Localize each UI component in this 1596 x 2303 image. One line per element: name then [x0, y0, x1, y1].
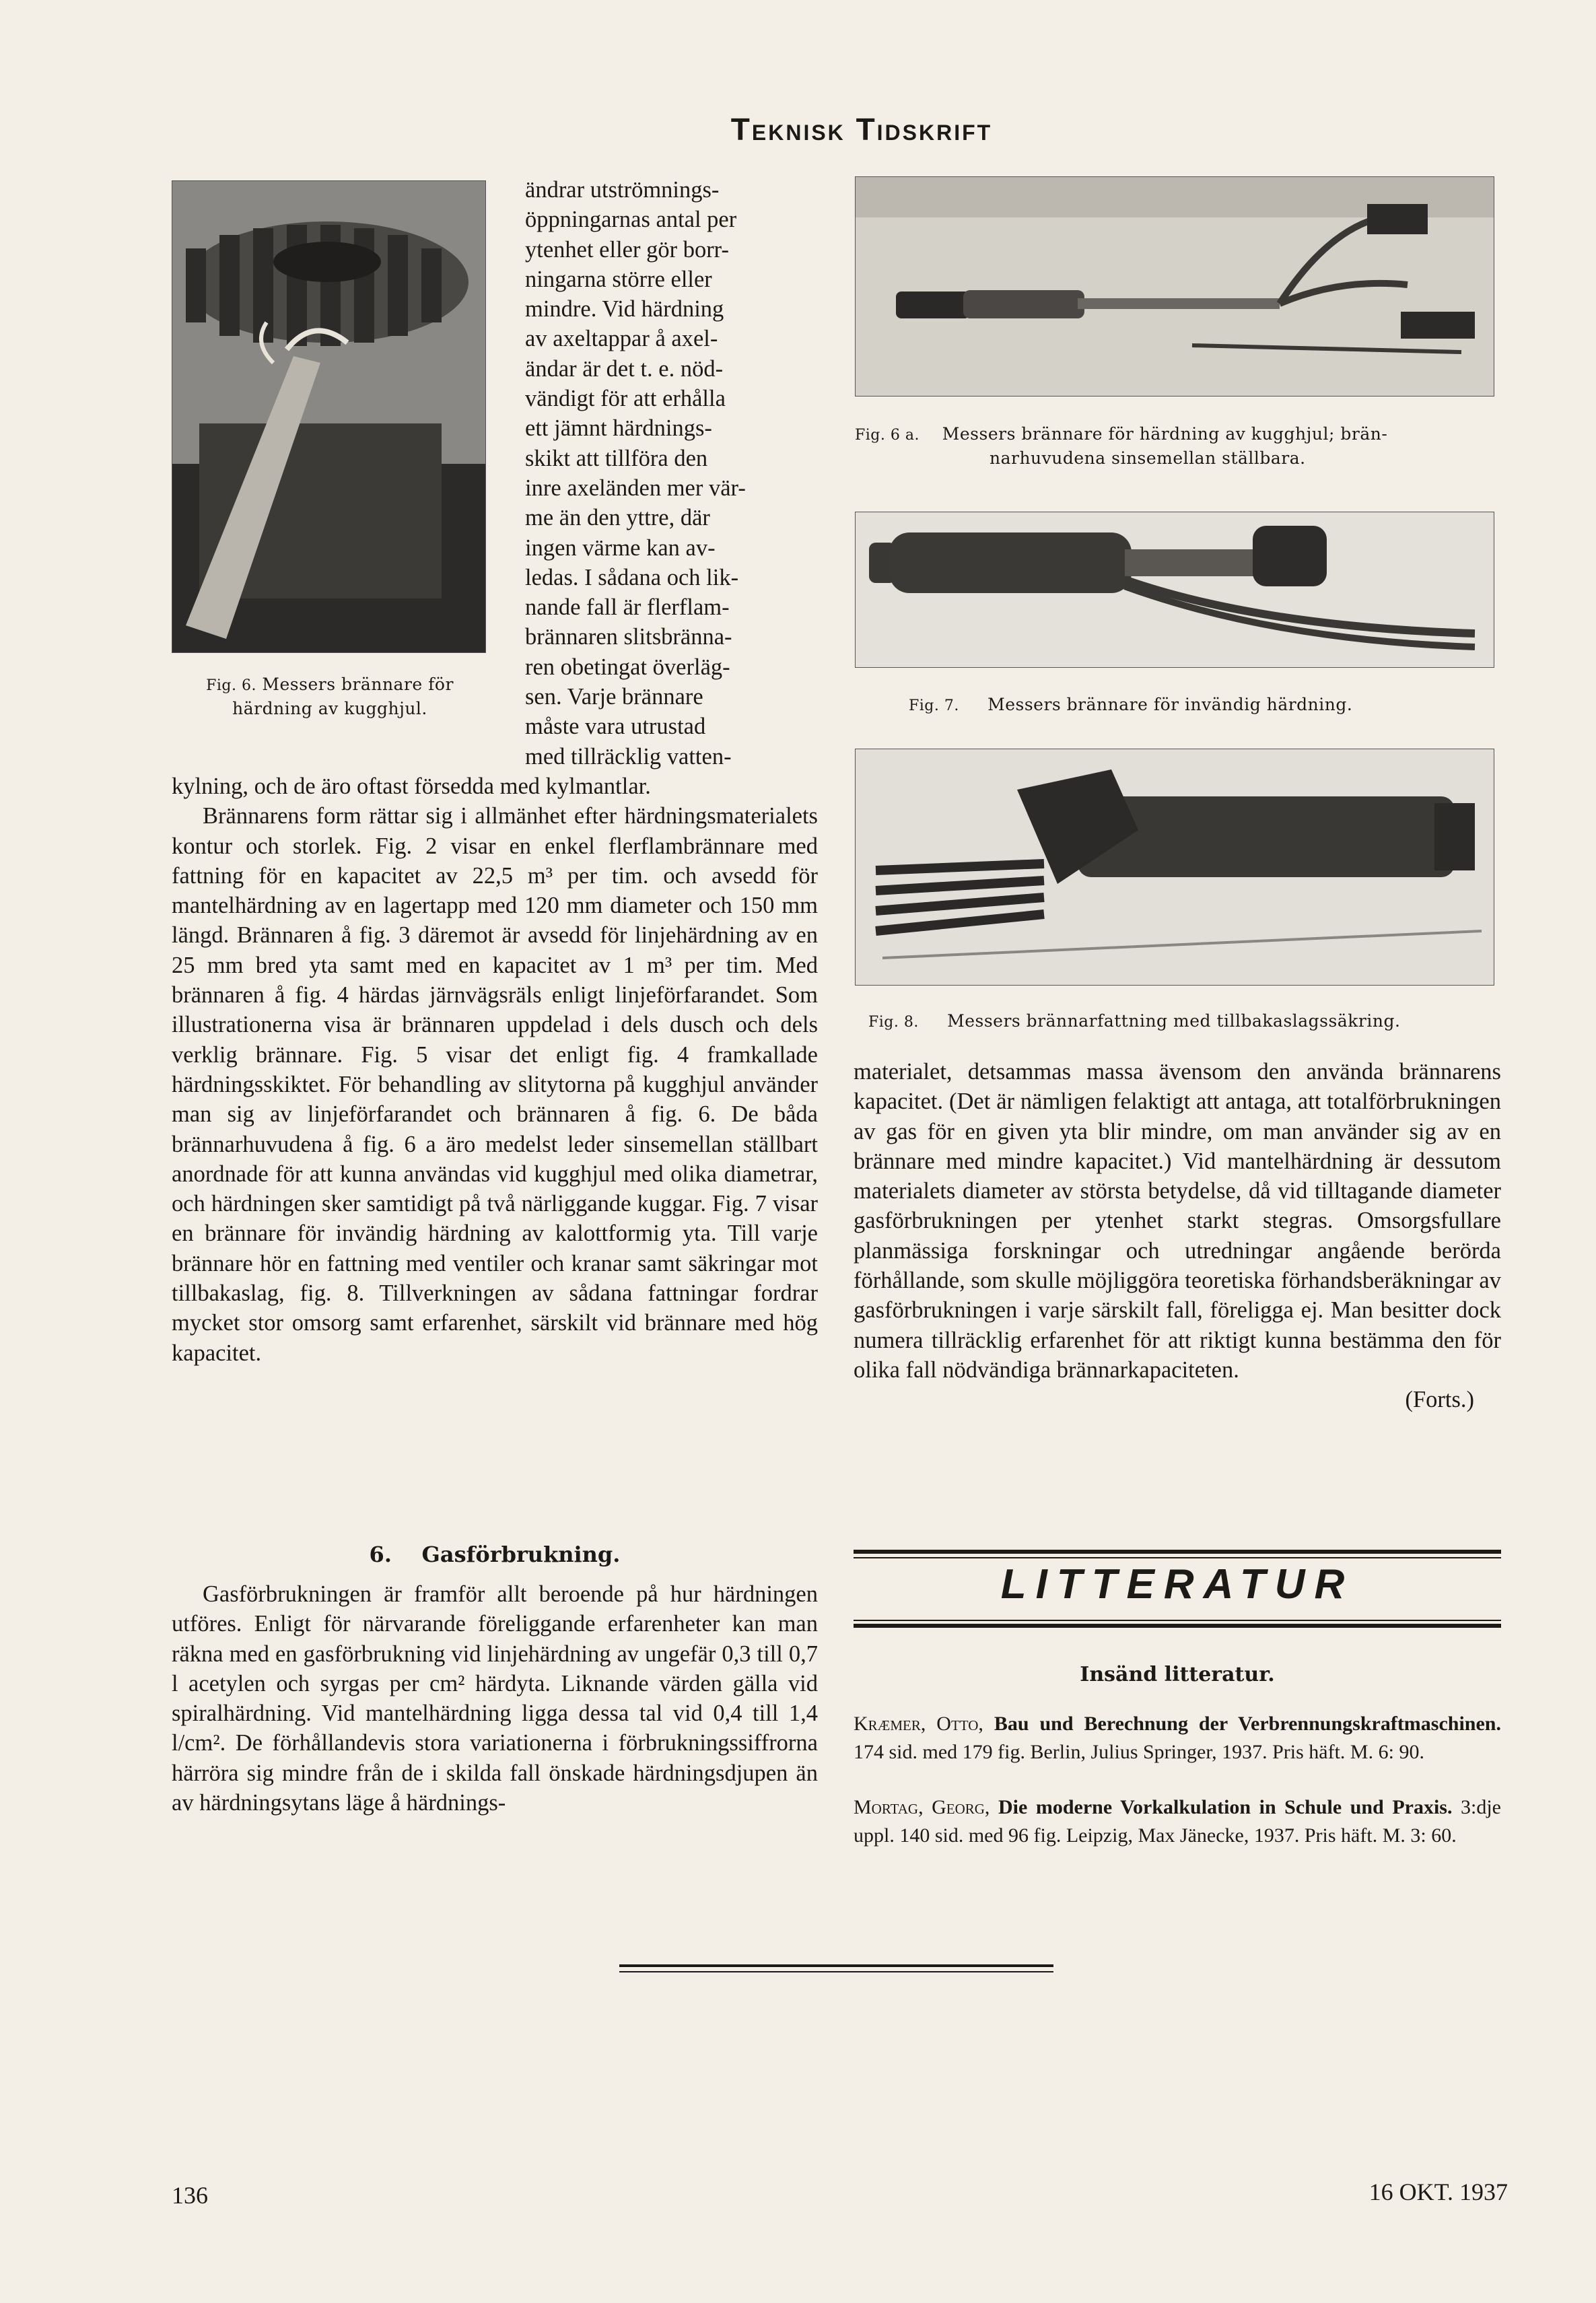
entry-author: Mortag, Georg,: [854, 1796, 990, 1818]
text-line: vändigt för att erhålla: [525, 386, 726, 412]
text-line: skikt att tillföra den: [525, 445, 708, 471]
continued-note: (Forts.): [1405, 1387, 1474, 1413]
litteratur-heading: LITTERATUR: [1000, 1561, 1354, 1608]
text-line: med tillräcklig vatten-: [525, 743, 732, 769]
litteratur-bottom-rule-thin: [854, 1620, 1501, 1621]
internal-burner-image: [856, 512, 1494, 667]
figure-6a-caption: [855, 423, 1501, 470]
figure-8-label: Fig. 8.: [868, 1014, 919, 1031]
paragraph-1-tail: kylning, och de äro oftast försedda med kylmantlar.: [172, 774, 651, 799]
figure-6a-caption-line1: Messers brännare för härdning av kugghjul; brän-: [942, 424, 1388, 444]
entry-details: 3:dje uppl. 140 sid. med 96 fig. Leipzig, Max Jänecke, 1937. Pris häft. M. 3: 60.: [854, 1796, 1502, 1847]
text-line: sen. Varje brännare: [525, 684, 703, 710]
litteratur-subheading: Insänd litteratur.: [1080, 1663, 1275, 1686]
text-line: ändar är det t. e. nöd-: [525, 355, 724, 382]
right-paragraph: materialet, detsammas massa ävensom den använda brännarens kapacitet. (Det är nämligen felaktigt att antaga, att totalförbrukningen av gas för en given yta blir mindre, om man använder sig av en brännare med mindre kapacitet.) Vid mantelhärdning är dessutom materialets diameter av största betydelse, då vid tilltagande diameter gasförbrukningen per ytenhet starkt stegras. Omsorgsfullare planmässiga forskningar och utredningar angående berörda förhållande, som skulle möjliggöra teoretiska förhandsberäkningar av gasförbrukningen i varje särskilt fall, föreligga ej. Man besitter dock numera tillräcklig erfarenhet för att riktigt kunna bestämma den för olika fall nödvändiga brännarkapaciteten.: [854, 1059, 1501, 1383]
wrapped-text-block: [525, 175, 841, 771]
text-line: ningarna större eller: [525, 266, 712, 292]
entry-title: Die moderne Vorkalkulation in Schule und Praxis.: [998, 1796, 1453, 1818]
figure-6a-label: Fig. 6 a.: [855, 427, 920, 444]
figure-6-label: Fig. 6.: [206, 677, 256, 694]
section-number: 6.: [369, 1542, 392, 1567]
entry-title: Bau und Berechnung der Verbrennungskraftmaschinen.: [994, 1713, 1501, 1735]
page-end-rule: [619, 1964, 1053, 1967]
section-title: Gasförbrukning.: [421, 1542, 621, 1567]
text-line: nande fall är flerflam-: [525, 594, 730, 621]
text-line: ytenhet eller gör borr-: [525, 236, 729, 263]
figure-6-caption: [172, 673, 488, 720]
entry-details: 174 sid. med 179 fig. Berlin, Julius Springer, 1937. Pris häft. M. 6: 90.: [854, 1741, 1424, 1763]
text-line: ren obetingat överläg-: [525, 654, 730, 680]
text-line: me än den yttre, där: [525, 505, 710, 531]
figure-8-caption-text: Messers brännarfattning med tillbakaslagssäkring.: [947, 1011, 1401, 1031]
figure-8-caption: [868, 1010, 1508, 1034]
text-line: måste vara utrustad: [525, 714, 706, 740]
figure-7-caption: [909, 693, 1515, 718]
text-line: ett jämnt härdnings-: [525, 415, 712, 442]
text-line: av axeltappar å axel-: [525, 326, 718, 352]
text-line: ingen värme kan av-: [525, 535, 716, 561]
gear-burner-image: [172, 181, 485, 652]
text-line: ledas. I sådana och lik-: [525, 564, 739, 590]
text-line: brännaren slitsbränna-: [525, 624, 732, 650]
text-line: öppningarnas antal per: [525, 207, 737, 233]
text-line: mindre. Vid härdning: [525, 296, 724, 322]
literature-entry-2: [854, 1793, 1501, 1850]
figure-6a-caption-line2: narhuvudena sinsemellan ställbara.: [990, 448, 1306, 468]
figure-6-photo: [172, 180, 486, 653]
burner-pair-image: [856, 177, 1494, 396]
text-line: inre axeländen mer vär-: [525, 475, 746, 501]
figure-8-photo: [855, 749, 1494, 986]
section-6-paragraph: Gasförbrukningen är framför allt beroende på hur härdningen utföres. Enligt för närvarande föreliggande erfarenheter kan man räkna med en gasförbrukning vid linjehärdning av ungefär 0,3 till 0,7 l acetylen och syrgas per cm² härdyta. Liknande värden gälla vid spiralhärdning. Vid mantelhärdning ligga dessa tal vid 0,4 till 1,4 l/cm². De förhållandevis stora variationerna i förbrukningssiffrorna härröra sig mindre från de i skilda fall önskade härdningsdjupen än av härdningsytans läge å härdnings-: [172, 1581, 818, 1816]
issue-date: 16 OKT. 1937: [1368, 2178, 1508, 2205]
section-6-text: [172, 1579, 818, 1818]
figure-7-photo: [855, 512, 1494, 668]
literature-entry-1: [854, 1710, 1501, 1766]
figure-6-caption-text: Messers brännare för härdning av kugghjul.: [232, 675, 454, 718]
paragraph-2: Brännarens form rättar sig i allmänhet efter härdningsmaterialets kontur och storlek. Fig. 2 visar en enkel flerflambrännare med fattning för en kapacitet av 22,5 m³ per tim. och avsedd för mantelhärdning av en lagertapp med 120 mm diameter och 150 mm längd. Brännaren å fig. 3 däremot är avsedd för linjehärdning av en 25 mm bred yta samt med en kapacitet av 1 m³ per tim. Med brännaren å fig. 4 härdas järnvägsräls enligt linjeförfarandet. Som illustrationerna visa är brännaren uppdelad i dels dusch och dels verklig brännare. Fig. 5 visar det enligt fig. 4 framkallade härdningsskiktet. För behandling av slitytorna på kugghjul använder man sig av linjeförfarandet och brännaren å fig. 6. De båda brännarhuvudena å fig. 6 a äro medelst leder sinsemellan ställbart anordnade för att kunna användas vid kugghjul med olika diametrar, och härdningen sker samtidigt på två närliggande kuggar. Fig. 7 visar en brännare för invändig härdning av kalottformig yta. Till varje brännare hör en fattning med ventiler och kranar samt säkringar mot tillbakaslag, fig. 8. Tillverkningen av sådana fattningar fordrar mycket stor omsorg samt erfarenhet, särskilt vid brännare med hög kapacitet.: [172, 803, 818, 1366]
figure-7-label: Fig. 7.: [909, 697, 959, 714]
figure-7-caption-text: Messers brännare för invändig härdning.: [987, 695, 1353, 714]
litteratur-bottom-rule: [854, 1624, 1501, 1628]
page-end-rule-thin: [619, 1971, 1053, 1972]
right-column-text: [854, 1057, 1501, 1415]
text-line: ändrar utströmnings-: [525, 177, 720, 203]
section-6-heading: [172, 1542, 818, 1567]
litteratur-top-rule-thin: [854, 1557, 1501, 1558]
burner-fitting-image: [856, 749, 1494, 985]
left-column-text: [172, 771, 818, 1368]
page-number: 136: [172, 2182, 208, 2209]
entry-author: Kræmer, Otto,: [854, 1713, 983, 1735]
litteratur-top-rule: [854, 1550, 1501, 1554]
figure-6a-photo: [855, 176, 1494, 397]
journal-title: Teknisk Tidskrift: [730, 112, 993, 147]
